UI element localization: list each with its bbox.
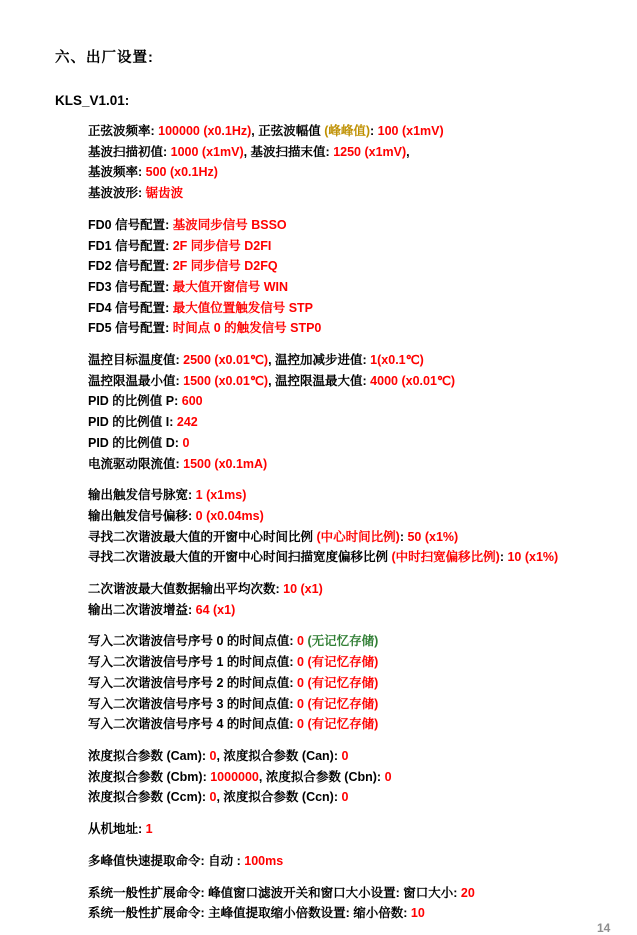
setting-group: [88, 883, 627, 924]
text-segment: 0: [297, 634, 308, 649]
text-segment: 温控目标温度值:: [88, 353, 184, 368]
setting-line: [88, 298, 627, 319]
setting-group: [88, 215, 627, 339]
setting-line: [88, 215, 627, 236]
text-segment: 1 (x1ms): [195, 488, 247, 503]
setting-line: [88, 883, 627, 904]
text-segment: (中时扫宽偏移比例): [391, 550, 500, 565]
text-segment: 输出触发信号脉宽:: [88, 488, 196, 503]
text-segment: 0: [209, 790, 217, 805]
text-segment: 100ms: [244, 853, 284, 868]
setting-line: [88, 527, 627, 548]
setting-line: [88, 142, 627, 163]
text-segment: 1000 (x1mV): [170, 144, 244, 159]
text-segment: 1250 (x1mV): [333, 144, 407, 159]
setting-group: [88, 350, 627, 474]
text-segment: 输出二次谐波增益:: [88, 602, 196, 617]
text-segment: 64 (x1): [195, 602, 236, 617]
text-segment: 100000 (x0.1Hz): [158, 124, 252, 138]
text-segment: 最大值位置触发信号 STP: [172, 300, 314, 315]
text-segment: 二次谐波最大值数据输出平均次数:: [88, 582, 284, 597]
text-segment: , 浓度拟合参数 (Cbn):: [258, 769, 385, 784]
setting-group: [88, 819, 627, 840]
text-segment: 系统一般性扩展命令: 峰值窗口滤波开关和窗口大小设置: 窗口大小:: [88, 885, 461, 900]
setting-line: [88, 673, 627, 694]
text-segment: FD0 信号配置:: [88, 217, 173, 232]
text-segment: 0: [384, 769, 392, 784]
setting-group: [88, 631, 627, 735]
text-segment: 正弦波频率:: [88, 124, 159, 138]
text-segment: 基波扫描初值:: [88, 144, 171, 159]
text-segment: 输出触发信号偏移:: [88, 508, 196, 523]
text-segment: (无记忆存储): [307, 634, 379, 649]
text-segment: FD1 信号配置:: [88, 238, 173, 253]
setting-line: [88, 631, 627, 652]
text-segment: , 浓度拟合参数 (Ccn):: [216, 790, 342, 805]
text-segment: FD5 信号配置:: [88, 321, 173, 336]
text-segment: FD3 信号配置:: [88, 279, 173, 294]
text-segment: (峰峰值): [324, 124, 371, 138]
text-segment: (中心时间比例): [316, 529, 400, 544]
text-segment: 0: [341, 748, 349, 763]
setting-line: [88, 851, 627, 872]
text-segment: :: [399, 529, 408, 544]
text-segment: 从机地址:: [88, 822, 146, 837]
text-segment: 1: [145, 822, 153, 837]
text-segment: 多峰值快速提取命令: 自动 :: [88, 853, 245, 868]
setting-line: [88, 819, 627, 840]
setting-line: [88, 454, 627, 475]
text-segment: 1000000: [210, 769, 259, 784]
text-segment: 浓度拟合参数 (Cbm):: [88, 769, 211, 784]
text-segment: 10 (x1%): [507, 550, 559, 565]
page-title: 六、出厂设置:: [55, 50, 154, 66]
text-segment: 4000 (x0.01℃): [370, 373, 456, 388]
text-segment: 1(x0.1℃): [370, 353, 424, 368]
setting-line: [88, 903, 627, 924]
text-segment: PID 的比例值 D:: [88, 435, 183, 450]
text-segment: 0: [341, 790, 349, 805]
setting-group: [88, 851, 627, 872]
text-segment: :: [370, 124, 378, 138]
text-segment: FD2 信号配置:: [88, 259, 173, 274]
text-segment: 2F 同步信号 D2FQ: [172, 259, 278, 274]
setting-line: [88, 506, 627, 527]
setting-line: [88, 391, 627, 412]
text-segment: PID 的比例值 I:: [88, 415, 177, 430]
text-segment: 温控限温最小值:: [88, 373, 184, 388]
text-segment: 电流驱动限流值:: [88, 456, 184, 471]
text-segment: ,: [406, 144, 410, 159]
setting-line: [88, 236, 627, 257]
setting-group: [88, 746, 627, 808]
text-segment: FD4 信号配置:: [88, 300, 173, 315]
text-segment: 寻找二次谐波最大值的开窗中心时间扫描宽度偏移比例: [88, 550, 392, 565]
setting-line: [88, 787, 627, 808]
text-segment: 2F 同步信号 D2FI: [172, 238, 272, 253]
text-segment: 基波波形:: [88, 186, 146, 201]
settings-list: [88, 121, 627, 935]
setting-line: [88, 547, 627, 568]
text-segment: 2500 (x0.01℃): [183, 353, 269, 368]
page-number: 14: [597, 921, 611, 935]
text-segment: 最大值开窗信号 WIN: [172, 279, 289, 294]
text-segment: , 浓度拟合参数 (Can):: [216, 748, 342, 763]
text-segment: , 温控限温最大值:: [268, 373, 371, 388]
text-segment: 1500 (x0.01℃): [183, 373, 269, 388]
text-segment: 写入二次谐波信号序号 0 的时间点值:: [88, 634, 298, 649]
text-segment: 时间点 0 的触发信号 STP0: [172, 321, 322, 336]
text-segment: 写入二次谐波信号序号 1 的时间点值:: [88, 655, 298, 670]
version-subtitle: KLS_V1.01:: [55, 93, 130, 108]
setting-line: [88, 485, 627, 506]
setting-line: [88, 652, 627, 673]
setting-line: [88, 183, 627, 204]
text-segment: 0: [209, 748, 217, 763]
text-segment: , 温控加减步进值:: [268, 353, 371, 368]
text-segment: 写入二次谐波信号序号 3 的时间点值:: [88, 696, 298, 711]
text-segment: , 正弦波幅值: [251, 124, 325, 138]
setting-line: [88, 350, 627, 371]
setting-line: [88, 746, 627, 767]
setting-line: [88, 277, 627, 298]
text-segment: 600: [181, 394, 203, 409]
text-segment: 锯齿波: [145, 186, 184, 201]
setting-line: [88, 256, 627, 277]
setting-line: [88, 121, 627, 142]
text-segment: 20: [460, 885, 475, 900]
text-segment: 0: [182, 435, 190, 450]
setting-line: [88, 714, 627, 735]
text-segment: 写入二次谐波信号序号 2 的时间点值:: [88, 675, 298, 690]
text-segment: 0 (有记忆存储): [297, 655, 379, 670]
text-segment: 50 (x1%): [407, 529, 459, 544]
text-segment: 10 (x1): [283, 582, 323, 597]
setting-group: [88, 579, 627, 620]
setting-line: [88, 162, 627, 183]
setting-group: [88, 121, 627, 204]
text-segment: 242: [176, 415, 198, 430]
text-segment: 0 (有记忆存储): [297, 717, 379, 732]
text-segment: 写入二次谐波信号序号 4 的时间点值:: [88, 717, 298, 732]
text-segment: 系统一般性扩展命令: 主峰值提取缩小倍数设置: 缩小倍数:: [88, 906, 411, 921]
setting-line: [88, 433, 627, 454]
setting-line: [88, 318, 627, 339]
text-segment: 寻找二次谐波最大值的开窗中心时间比例: [88, 529, 317, 544]
text-segment: 1500 (x0.1mA): [183, 456, 268, 471]
text-segment: 浓度拟合参数 (Ccm):: [88, 790, 210, 805]
text-segment: 0 (有记忆存储): [297, 675, 379, 690]
setting-line: [88, 694, 627, 715]
setting-line: [88, 371, 627, 392]
text-segment: 浓度拟合参数 (Cam):: [88, 748, 210, 763]
setting-line: [88, 600, 627, 621]
text-segment: 500 (x0.1Hz): [145, 165, 218, 180]
text-segment: 100 (x1mV): [377, 124, 444, 138]
text-segment: PID 的比例值 P:: [88, 394, 182, 409]
setting-line: [88, 767, 627, 788]
text-segment: 0 (x0.04ms): [195, 508, 264, 523]
text-segment: 10: [410, 906, 425, 921]
text-segment: 基波频率:: [88, 165, 146, 180]
text-segment: :: [499, 550, 508, 565]
setting-group: [88, 485, 627, 568]
setting-line: [88, 579, 627, 600]
text-segment: 0 (有记忆存储): [297, 696, 379, 711]
text-segment: 基波同步信号 BSSO: [172, 217, 287, 232]
setting-line: [88, 412, 627, 433]
text-segment: , 基波扫描末值:: [243, 144, 334, 159]
